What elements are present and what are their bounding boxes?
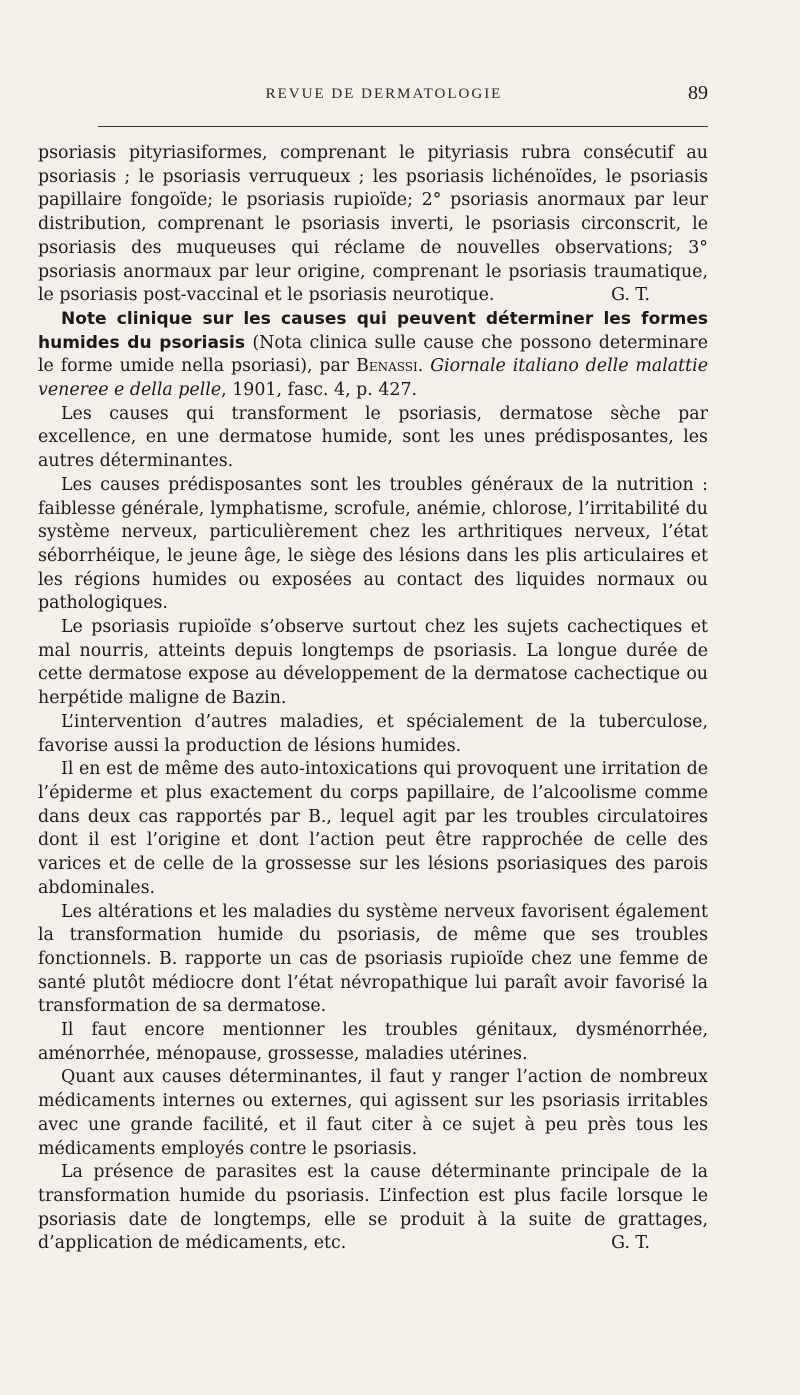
page-number: 89 xyxy=(688,82,708,104)
note-citation: , 1901, fasc. 4, p. 427. xyxy=(221,380,418,401)
article-body xyxy=(38,142,708,1256)
paragraph: Les altérations et les maladies du système nerveux favorisent également la transformation humide du psoriasis, de même que ses troubles fonctionnels. B. rapporte un cas de psoriasis rupioïde chez une femme de santé plutôt médiocre dont l’état névropathique lui paraît avoir favorisé la transformation de sa dermatose. xyxy=(38,901,708,1017)
paragraph xyxy=(38,1161,708,1256)
author-signature: G. T. xyxy=(611,1233,650,1254)
paragraph-text: La présence de parasites est la cause déterminante principale de la transformation humide du psoriasis. L’infection est plus facile lorsque le psoriasis date de longtemps, elle se produit à la suite de grattages, d’application de médicaments, etc. xyxy=(38,1162,708,1254)
paragraph: Les causes qui transforment le psoriasis, dermatose sèche par excellence, en une dermatose humide, sont les unes prédisposantes, les autres déterminantes. xyxy=(38,403,708,472)
paragraph: Les causes prédisposantes sont les troubles généraux de la nutrition : faiblesse générale, lymphatisme, scrofule, anémie, chlorose, l’irritabilité du système nerveux, particulièrement chez les arthritiques nerveux, l’état séborrhéique, le jeune âge, le siège des lésions dans les plis articulaires et les régions humides ou exposées au contact des liquides normaux ou pathologiques. xyxy=(38,474,708,614)
paragraph-text: psoriasis pityriasiformes, comprenant le pityriasis rubra consécutif au psoriasis ; le psoriasis verruqueux ; les psoriasis lichénoïdes, le psoriasis papillaire fongoïde; le psoriasis rupioïde; 2° psoriasis anormaux par leur distribution, comprenant le psoriasis inverti, le psoriasis circonscrit, le psoriasis des muqueuses qui réclame de nouvelles observations; 3° psoriasis anormaux par leur origine, comprenant le psoriasis traumatique, le psoriasis post-vaccinal et le psoriasis neurotique. xyxy=(38,143,708,306)
running-title: REVUE DE DERMATOLOGIE xyxy=(265,86,503,102)
paragraph: L’intervention d’autres maladies, et spécialement de la tuberculose, favorise aussi la production de lésions humides. xyxy=(38,711,708,756)
note-journal: Giornale italiano delle malattie veneree e della pelle xyxy=(38,356,708,401)
paragraph xyxy=(38,142,708,308)
paragraph: Il faut encore mentionner les troubles génitaux, dysménorrhée, aménorrhée, ménopause, grossesse, maladies utérines. xyxy=(38,1020,708,1064)
note-heading-paragraph xyxy=(38,308,708,403)
note-title: Note clinique sur les causes qui peuvent déterminer les formes humides du psoriasis xyxy=(38,308,708,353)
note-author: Benassi xyxy=(356,356,418,377)
header-rule xyxy=(98,126,708,127)
paragraph: Le psoriasis rupioïde s’observe surtout chez les sujets cachectiques et mal nourris, atteints depuis longtemps de psoriasis. La longue durée de cette dermatose expose au développement de la dermatose cachectique ou herpétide maligne de Bazin. xyxy=(38,617,708,709)
paragraph: Il en est de même des auto-intoxications qui provoquent une irritation de l’épiderme et plus exactement du corps papillaire, de l’alcoolisme comme dans deux cas rapportés par B., lequel agit par les troubles circulatoires dont il est l’origine et dont l’action peut être rapprochée de celle des varices et de celle de la grossesse sur les lésions psoriasiques des parois abdominales. xyxy=(38,759,708,898)
note-reference-sep: . xyxy=(417,356,431,377)
author-signature: G. T. xyxy=(611,285,650,306)
page-header xyxy=(0,82,800,112)
note-reference: (Nota clinica sulle cause che possono determinare le forme umide nella psoriasi), par xyxy=(38,332,709,377)
paragraph: Quant aux causes déterminantes, il faut y ranger l’action de nombreux médicaments internes ou externes, qui agissent sur les psoriasis irritables avec une grande facilité, et il faut citer à ce sujet à peu près tous les médicaments employés contre le psoriasis. xyxy=(38,1067,708,1159)
